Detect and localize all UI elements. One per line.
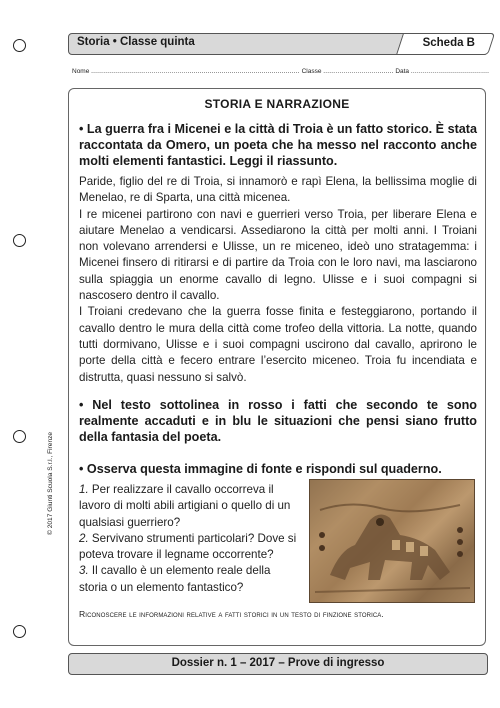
story-text bbox=[79, 174, 477, 386]
name-field-dots: ........................................................................................................ bbox=[91, 68, 300, 75]
story-paragraph-1: Paride, figlio del re di Troia, si innamorò e rapì Elena, la bellissima moglie di Menelao, re di Sparta, una città micenea. bbox=[79, 175, 477, 205]
intro-bullet: • La guerra fra i Micenei e la città di Troia è un fatto storico. È stata raccontata da Omero, un poeta che ha messo nel racconto anche molti elementi fantastici. Leggi il riassunto. bbox=[79, 122, 477, 169]
question-text: Per realizzare il cavallo occorreva il lavoro di molti abili artigiani o quello di un qualsiasi guerriero? bbox=[79, 483, 291, 529]
copyright: © 2017 Giunti Scuola S.r.l., Firenze bbox=[47, 431, 54, 535]
footer-bar bbox=[68, 653, 488, 675]
name-label: Nome bbox=[72, 68, 90, 75]
binder-hole bbox=[13, 39, 26, 52]
story-paragraph-3: I Troiani credevano che la guerra fosse finita e festeggiarono, portando il cavallo dentro le mura della città come trofeo della vittoria. La notte, quando tutti dormivano, Ulisse e i suoi compagni uscirono dal cavallo, aprirono le porte della città e fecero entrare l’esercito miceneo. Troia fu incendiata e distrutta, quasi nessuno si salvò. bbox=[79, 305, 477, 384]
learning-objective: Riconoscere le informazioni relative a fatti storici in un testo di finzione storica. bbox=[79, 609, 384, 619]
footer-label: Dossier n. 1 – 2017 – Prove di ingresso bbox=[171, 657, 385, 669]
trojan-horse-relief-image bbox=[309, 479, 475, 603]
worksheet-title: STORIA E NARRAZIONE bbox=[204, 97, 350, 111]
question-number: 1. bbox=[79, 483, 89, 496]
instruction-underline: • Nel testo sottolinea in rosso i fatti che secondo te sono realmente accaduti e in blu le situazioni che pensi siano frutto della fantasia del poeta. bbox=[79, 398, 477, 445]
question-text: Il cavallo è un elemento reale della storia o un elemento fantastico? bbox=[79, 564, 271, 594]
question-2 bbox=[79, 531, 299, 564]
header-bar bbox=[68, 33, 488, 55]
relief-illustration bbox=[310, 480, 474, 602]
question-text: Servivano strumenti particolari? Dove si poteva trovare il legname occorrente? bbox=[79, 531, 297, 562]
class-field-dots: ................................... bbox=[323, 68, 394, 75]
class-label: Classe bbox=[301, 68, 322, 75]
story-paragraph-2: I re micenei partirono con navi e guerrieri verso Troia, per liberare Elena e aiutare Menelao a vendicarsi. Assediarono la città per molti anni. I Troiani non volevano arrendersi e Ulisse, un re miceneo, ideò uno stratagemma: i Micenei finsero di ritirarsi e di partire da Troia con le loro navi, ma lasciarono sulla spiaggia un enorme cavallo di legno. Ulisse e i suoi compagni si nascosero dentro il cavallo. bbox=[79, 207, 477, 303]
question-number: 3. bbox=[79, 564, 89, 578]
instruction-image: • Osserva questa immagine di fonte e rispondi sul quaderno. bbox=[79, 462, 442, 476]
header-tab-label: Scheda B bbox=[422, 37, 475, 49]
questions-list bbox=[79, 482, 299, 596]
binder-hole bbox=[13, 234, 26, 247]
content-box bbox=[68, 88, 486, 646]
name-line bbox=[72, 68, 490, 75]
header-subject: Storia • Classe quinta bbox=[77, 36, 195, 48]
question-3 bbox=[79, 563, 299, 596]
question-number: 2. bbox=[79, 531, 89, 545]
binder-hole bbox=[13, 625, 26, 638]
binder-hole bbox=[13, 430, 26, 443]
date-field-dots: ....................................... bbox=[410, 68, 490, 75]
question-1 bbox=[79, 482, 299, 531]
date-label: Data bbox=[395, 68, 410, 75]
